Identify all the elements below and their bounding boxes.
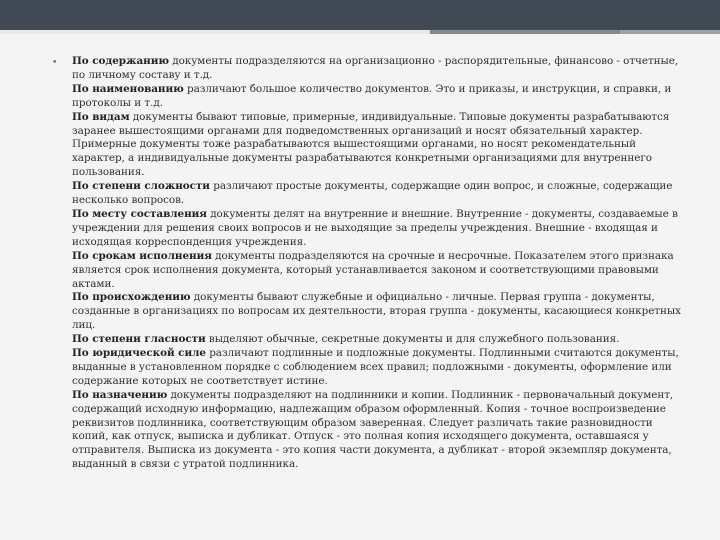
paragraph-body: документы делят на внутренние и внешние. Внутренние - документы, создаваемые в учреждении для решения своих вопросов и не выходящие за пределы учреждения. Внешние - входящая и исходящая корреспонденция учреждения. (72, 207, 678, 248)
paragraph-body: документы подразделяются на организационно - распорядительные, финансово - отчетные, по личному составу и т.д. (72, 55, 679, 81)
paragraph-term: По происхождению (72, 291, 191, 304)
paragraph-body: различают подлинные и подложные документы. Подлинными считаются документы, выданные в установленном порядке с соблюдением всех правил; подложными - документы, оформление или содержание которых не соответствует истине. (72, 347, 679, 387)
paragraph (72, 180, 682, 208)
paragraph-body: различают простые документы, содержащие один вопрос, и сложные, содержащие несколько вопросов. (72, 180, 673, 207)
paragraph-term: По степени сложности (72, 180, 210, 193)
paragraph (72, 111, 682, 181)
paragraph-body: документы подразделяются на срочные и несрочные. Показателем этого признака является срок исполнения документа, который устанавливается законом и соответствующими правовыми актами. (72, 249, 674, 290)
bullet-marker: • (52, 58, 58, 68)
paragraph-term: По срокам исполнения (72, 249, 212, 262)
paragraph-body: документы бывают типовые, примерные, индивидуальные. Типовые документы разрабатываются заранее вышестоящими органами для подведомственных организаций и носят обязательный характер. Примерные документы тоже разрабатываются вышестоящими органами, но носят рекомендательный характер, а индивидуальные документы разрабатываются конкретными организациями для внутреннего пользования. (72, 110, 670, 179)
paragraph (72, 250, 682, 292)
paragraph (72, 291, 682, 333)
paragraph (72, 55, 682, 83)
paragraph-body: различают большое количество документов. Это и приказы, и инструкции, и справки, и протоколы и т.д. (72, 82, 672, 109)
paragraph-body: документы бывают служебные и официально - личные. Первая группа - документы, созданные в организациях по вопросам их деятельности, вторая группа - документы, касающиеся конкретных лиц. (72, 291, 681, 332)
document-text (72, 55, 682, 472)
header-bar (0, 0, 720, 30)
paragraph-term: По юридической силе (72, 347, 206, 360)
paragraph-term: По наименованию (72, 82, 184, 95)
paragraph (72, 389, 682, 472)
paragraph (72, 333, 682, 347)
paragraph-body: документы подразделяют на подлинники и копии. Подлинник - первоначальный документ, содержащий исходную информацию, надлежащим образом оформленный. Копия - точное воспроизведение реквизитов подлинника, соответствующим образом заверенная. Следует различать такие разновидности копий, как отпуск, выписка и дубликат. Отпуск - это полная копия исходящего документа, оставшаяся у отправителя. Выписка из документа - это копия части документа, а дубликат - второй экземпляр документа, выданный в связи с утратой подлинника. (72, 388, 674, 471)
paragraph-term: По содержанию (72, 55, 169, 67)
paragraph-body: выделяют обычные, секретные документы и для служебного пользования. (205, 333, 620, 346)
paragraph-term: По видам (72, 110, 130, 123)
paragraph-term: По месту составления (72, 207, 207, 220)
paragraph (72, 83, 682, 111)
paragraph-term: По назначению (72, 388, 168, 401)
paragraph-term: По степени гласности (72, 333, 206, 346)
paragraph (72, 347, 682, 389)
paragraph (72, 208, 682, 250)
